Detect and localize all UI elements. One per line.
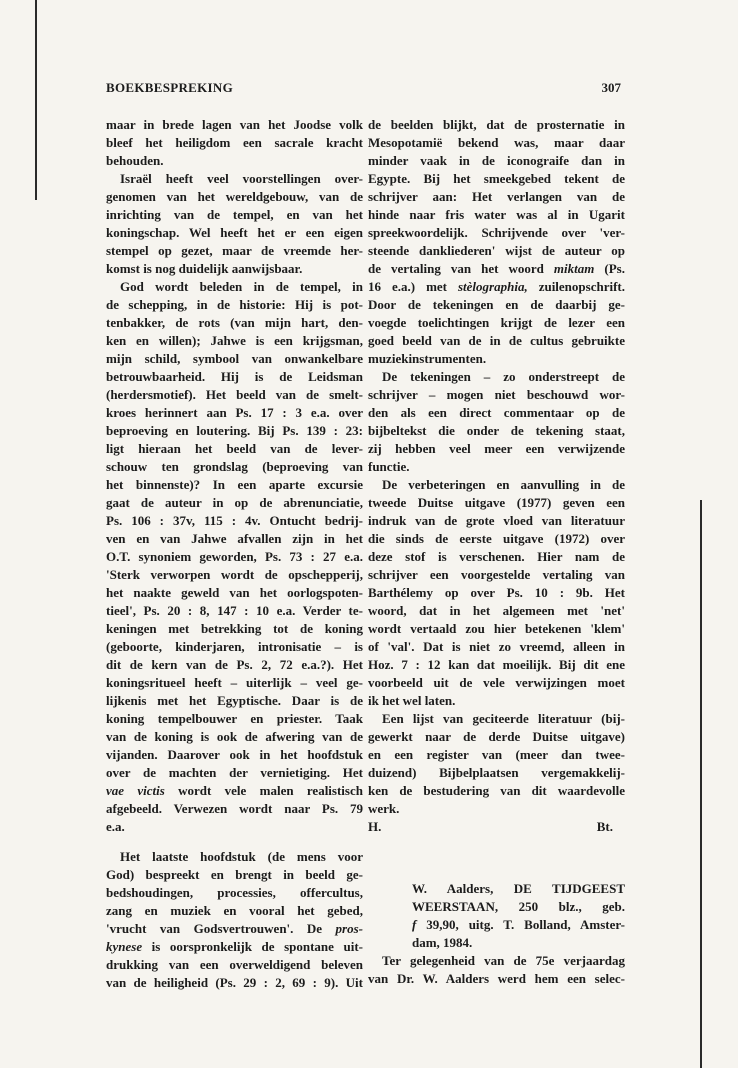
- text-line: ik het wel laten.: [368, 693, 456, 708]
- text-line: die sinds de eerste uitgave (1972) over: [368, 531, 625, 546]
- text-line: ken de bestudering van dit waardevolle: [368, 783, 625, 798]
- text-line: steende dankliederen' wijst de auteur op: [368, 243, 625, 258]
- text-line: kynese is oorspronkelijk de spontane uit-: [106, 939, 363, 954]
- text-line: Het laatste hoofdstuk (de mens voor: [120, 849, 363, 864]
- text-line: schrijver – mogen niet beschouwd wor-: [368, 387, 625, 402]
- text-line: Door de tekeningen en de daarbij ge-: [368, 297, 625, 312]
- text-line: Ps. 106 : 37v, 115 : 4v. Ontucht bedrij-: [106, 513, 363, 528]
- text-line: vijanden. Daarover ook in het hoofdstuk: [106, 747, 363, 762]
- text-line: van de koning is ook de afwering van de: [106, 729, 363, 744]
- scan-edge-left: [35, 0, 37, 200]
- text-line: goed beeld van de in de cultus gebruikte: [368, 333, 625, 348]
- text-line: God) bespreekt en brengt in beeld ge-: [106, 867, 363, 882]
- text-line: (herdersmotief). Het beeld van de smelt-: [106, 387, 363, 402]
- text-line: f 39,90, uitg. T. Bolland, Amster-: [412, 917, 625, 932]
- text-line: drukking van een overweldigend beleven: [106, 957, 363, 972]
- text-line: e.a.: [106, 819, 125, 834]
- paragraph-1: [368, 116, 625, 368]
- text-line: ken en willen); Jahwe is een krijgsman,: [106, 333, 363, 348]
- text-line: Barthélemy op over Ps. 10 : 9b. Het: [368, 585, 625, 600]
- text-line: gaat de auteur in op de abrenunciatie,: [106, 495, 363, 510]
- text-line: W. Aalders, DE TIJDGEEST: [412, 881, 625, 896]
- left-column: [106, 116, 363, 992]
- text-line: De tekeningen – zo onderstreept de: [382, 369, 625, 384]
- text-line: Egypte. Bij het smeekgebed tekent de: [368, 171, 625, 186]
- text-line: minder vaak in de iconograife dan in: [368, 153, 625, 168]
- paragraph-3: [106, 278, 363, 836]
- text-line: Een lijst van geciteerde literatuur (bij-: [382, 711, 625, 726]
- florin-sign: f: [412, 917, 417, 932]
- text-line: voegde toelichtingen krijgt de lezer een: [368, 315, 625, 330]
- text-line: voorbeeld uit de vele verwijzingen moet: [368, 675, 625, 690]
- text-line: schouw ten grondslag (beproeving van: [106, 459, 363, 474]
- text-line: zij hebben veel meer een verwijzende: [368, 441, 625, 456]
- text-line: wordt vertaald zou hier betekenen 'klem': [368, 621, 625, 636]
- text-line: de vertaling van het woord miktam (Ps.: [368, 261, 625, 276]
- text-line: koningsritueel heeft – uiterlijk – veel ge-: [106, 675, 363, 690]
- text-line: en een register van (meer dan twee-: [368, 747, 625, 762]
- text-line: deze stof is verschenen. Hier nam de: [368, 549, 625, 564]
- text-line: tenbakker, de rots (van mijn hart, den-: [106, 315, 363, 330]
- running-head: BOEKBESPREKING: [106, 80, 234, 95]
- text-line: Mesopotamië bekend was, maar daar: [368, 135, 625, 150]
- text-line: tieel', Ps. 20 : 8, 147 : 10 e.a. Verder te-: [106, 603, 363, 618]
- text-line: ligt hieraan het beeld van de lever-: [106, 441, 363, 456]
- text-line: beproeving en loutering. Bij Ps. 139 : 23:: [106, 423, 363, 438]
- text-line: van Dr. W. Aalders werd hem een selec-: [368, 971, 625, 986]
- paragraph-1: [106, 116, 363, 170]
- paragraph-2: [106, 170, 363, 278]
- text-line: hinde naar fris water was al in Ugarit: [368, 207, 625, 222]
- text-line: De verbeteringen en aanvulling in de: [382, 477, 625, 492]
- text-line: maar in brede lagen van het Joodse volk: [106, 117, 363, 132]
- paragraph-5: [368, 952, 625, 988]
- text-line: (geboorte, kinderjaren, intronisatie – is: [106, 639, 363, 654]
- text-line: van de heiligheid (Ps. 29 : 2, 69 : 9). Uit: [106, 975, 363, 990]
- text-line: betrouwbaarheid. Hij is de Leidsman: [106, 369, 363, 384]
- italic-term: pros-: [335, 921, 363, 936]
- text-line: dit de kern van de Ps. 2, 72 e.a.?). Het: [106, 657, 363, 672]
- text-line: God wordt beleden in de tempel, in: [120, 279, 363, 294]
- text-line: Ter gelegenheid van de 75e verjaardag: [382, 953, 625, 968]
- paragraph-2: [368, 368, 625, 476]
- text-line: over de machten der vernietiging. Het: [106, 765, 363, 780]
- text-line: ven en van Jahwe afvallen zijn in het: [106, 531, 363, 546]
- text-line: duizend) Bijbelplaatsen vergemakkelij-: [368, 765, 625, 780]
- text-line: WEERSTAAN, 250 blz., geb.: [412, 899, 625, 914]
- text-line: bleef het heiligdom een sacrale kracht: [106, 135, 363, 150]
- text-line: dam, 1984.: [412, 935, 473, 950]
- text-line: het naakte geweld van het oorlogspoten-: [106, 585, 363, 600]
- right-column: [368, 116, 625, 988]
- text-line: gewerkt naar de derde Duitse uitgave): [368, 729, 625, 744]
- text-line: 'vrucht van Godsvertrouwen'. De pros-: [106, 921, 363, 936]
- text-line: 16 e.a.) met stèlographia, zuilenopschrift.: [368, 279, 625, 294]
- text-line: schrijver aan: Het verlangen van de: [368, 189, 625, 204]
- signature-initials: Bt.: [596, 819, 613, 834]
- text-line: vae victis wordt vele malen realistisch: [106, 783, 363, 798]
- text-line: bijbeltekst die onder de tekening staat,: [368, 423, 625, 438]
- text-line: 'Sterk verworpen wordt de opschepperij,: [106, 567, 363, 582]
- text-line: keningen met betrekking tot de koning: [106, 621, 363, 636]
- paragraph-3: [368, 476, 625, 710]
- text-line: behouden.: [106, 153, 164, 168]
- text-line: Israël heeft veel voorstellingen over-: [120, 171, 363, 186]
- text-line: schrijver een voorgestelde vertaling van: [368, 567, 625, 582]
- text-line: inrichting van de tempel, en van het: [106, 207, 363, 222]
- text-line: muziekinstrumenten.: [368, 351, 487, 366]
- text-line: O.T. synoniem geworden, Ps. 73 : 27 e.a.: [106, 549, 363, 564]
- paragraph-4: [106, 848, 363, 992]
- text-line: of 'val'. Dat is niet zo vreemd, alleen in: [368, 639, 625, 654]
- text-line: woord, dat in het algemeen met 'net': [368, 603, 625, 618]
- text-line: de beelden blijkt, dat de prosternatie in: [368, 117, 625, 132]
- italic-term: vae victis: [106, 783, 165, 798]
- text-line: koning tempelbouwer en priester. Taak: [106, 711, 363, 726]
- text-line: zang en muziek en vooral het gebed,: [106, 903, 363, 918]
- text-line: mijn schild, symbool van onwankelbare: [106, 351, 363, 366]
- italic-term: miktam: [553, 261, 595, 276]
- book-entry: [368, 880, 625, 952]
- italic-term: stèlographia,: [457, 279, 528, 294]
- text-line: koningschap. Wel heeft het er een eigen: [106, 225, 363, 240]
- text-line: de schepping, in de historie: Hij is pot-: [106, 297, 363, 312]
- text-line: Hoz. 7 : 12 kan dat moeilijk. Bij dit ene: [368, 657, 625, 672]
- text-line: den als een direct commentaar op de: [368, 405, 625, 420]
- text-line: genomen van het wereldgebouw, van de: [106, 189, 363, 204]
- text-line: afgebeeld. Verwezen wordt naar Ps. 79: [106, 801, 363, 816]
- text-line: lijkenis met het Egyptische. Daar is de: [106, 693, 363, 708]
- paragraph-4: [368, 710, 625, 818]
- text-line: het binnenste)? In een aparte excursie: [106, 477, 363, 492]
- text-line: tweede Duitse uitgave (1977) geven een: [368, 495, 625, 510]
- page-header: [106, 80, 621, 100]
- text-line: spreekwoordelijk. Schrijvende over 'ver-: [368, 225, 625, 240]
- page-number: 307: [601, 80, 621, 95]
- text-line: werk.: [368, 801, 400, 816]
- text-line: bedshoudingen, processies, offercultus,: [106, 885, 363, 900]
- italic-term: kynese: [106, 939, 143, 954]
- text-line: functie.: [368, 459, 410, 474]
- text-line: indruk van de grote vloed van literatuur: [368, 513, 625, 528]
- text-line: komst is nog duidelijk aanwijsbaar.: [106, 261, 303, 276]
- signature-initial: H.: [368, 819, 382, 834]
- scan-edge-right: [700, 500, 702, 1068]
- text-line: kroes herinnert aan Ps. 17 : 3 e.a. over: [106, 405, 363, 420]
- review-signature: [368, 818, 625, 836]
- text-line: stempel op gezet, maar de vreemde her-: [106, 243, 363, 258]
